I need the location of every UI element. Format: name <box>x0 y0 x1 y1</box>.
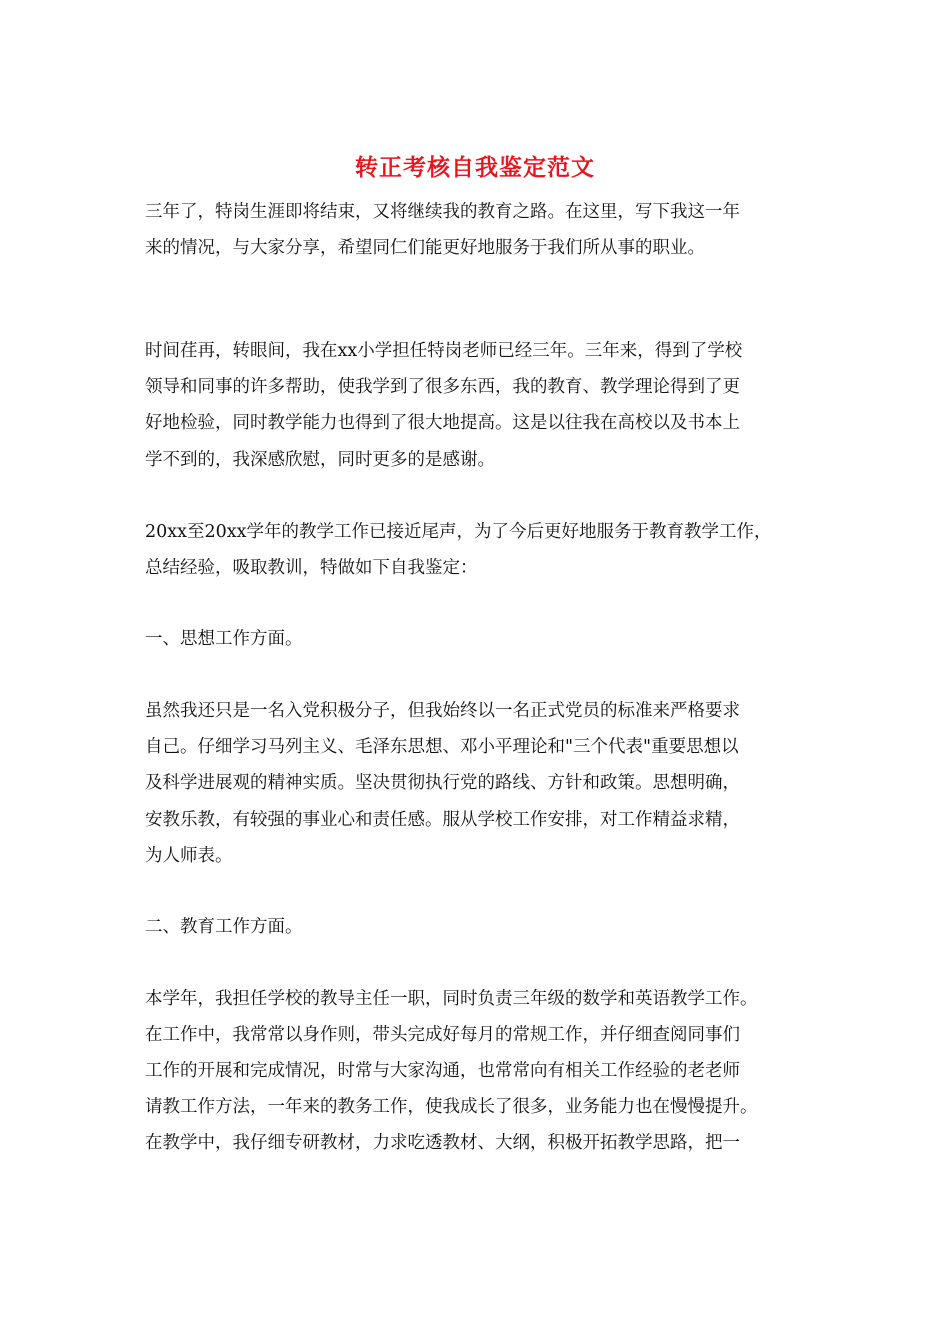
paragraph-line: 学不到的，我深感欣慰，同时更多的是感谢。 <box>145 450 495 470</box>
paragraph-line: 三年了，特岗生涯即将结束，又将继续我的教育之路。在这里，写下我这一年 <box>145 202 740 222</box>
section-heading: 二、教育工作方面。 <box>145 917 303 937</box>
paragraph-line: 虽然我还只是一名入党积极分子，但我始终以一名正式党员的标准来严格要求 <box>145 701 740 721</box>
paragraph-line: 安教乐教，有较强的事业心和责任感。服从学校工作安排，对工作精益求精， <box>145 810 740 830</box>
paragraph-line: 在工作中，我常常以身作则，带头完成好每月的常规工作，并仔细查阅同事们 <box>145 1025 740 1045</box>
document-title: 转正考核自我鉴定范文 <box>355 154 595 181</box>
paragraph-line: 本学年，我担任学校的教导主任一职，同时负责三年级的数学和英语教学工作。 <box>145 989 758 1009</box>
paragraph-line: 及科学进展观的精神实质。坚决贯彻执行党的路线、方针和政策。思想明确， <box>145 773 740 793</box>
paragraph-line: 20xx至20xx学年的教学工作已接近尾声，为了今后更好地服务于教育教学工作， <box>145 522 772 542</box>
paragraph-line: 时间荏再，转眼间，我在xx小学担任特岗老师已经三年。三年来，得到了学校 <box>145 341 743 361</box>
paragraph-line: 总结经验，吸取教训，特做如下自我鉴定： <box>145 558 478 578</box>
paragraph-line: 工作的开展和完成情况，时常与大家沟通，也常常向有相关工作经验的老老师 <box>145 1061 740 1081</box>
paragraph-line: 请教工作方法，一年来的教务工作，使我成长了很多，业务能力也在慢慢提升。 <box>145 1097 758 1117</box>
paragraph-line: 领导和同事的许多帮助，使我学到了很多东西，我的教育、教学理论得到了更 <box>145 377 740 397</box>
section-heading: 一、思想工作方面。 <box>145 629 303 649</box>
paragraph-line: 好地检验，同时教学能力也得到了很大地提高。这是以往我在高校以及书本上 <box>145 413 740 433</box>
paragraph-line: 为人师表。 <box>145 846 233 866</box>
paragraph-line: 在教学中，我仔细专研教材，力求吃透教材、大纲，积极开拓教学思路，把一 <box>145 1133 740 1153</box>
paragraph-line: 来的情况，与大家分享，希望同仁们能更好地服务于我们所从事的职业。 <box>145 238 705 258</box>
paragraph-line: 自己。仔细学习马列主义、毛泽东思想、邓小平理论和"三个代表"重要思想以 <box>145 737 739 757</box>
